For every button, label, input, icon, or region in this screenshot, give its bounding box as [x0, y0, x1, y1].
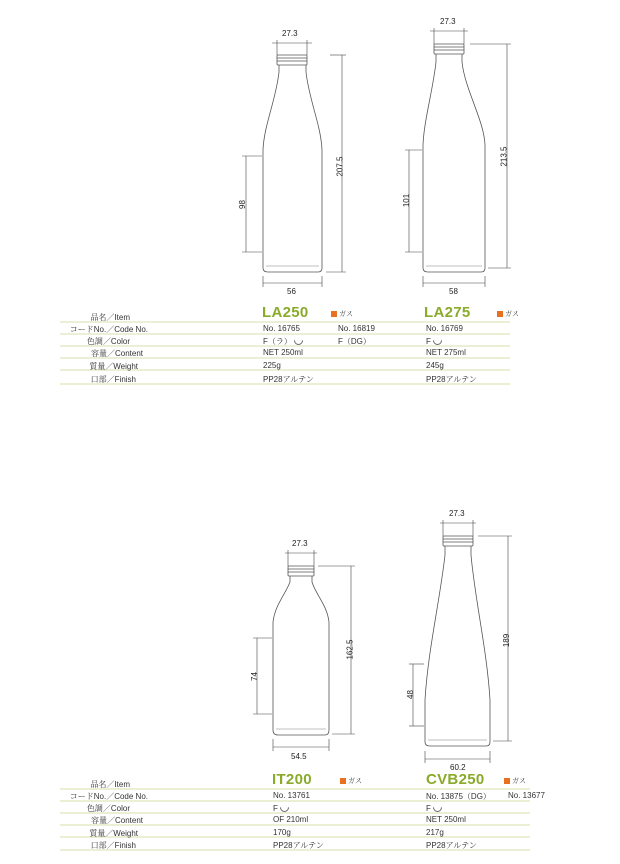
la275-content: NET 275ml — [426, 348, 466, 357]
it200-content: OF 210ml — [273, 815, 309, 824]
la275-weight: 245g — [426, 361, 444, 370]
it200-height-dim: 162.5 — [345, 639, 355, 660]
label-code-2: コードNo.／Code No. — [69, 792, 148, 801]
la275-color-text: F — [426, 337, 431, 346]
gas-marker-icon — [497, 311, 503, 317]
la275-gas-tag — [497, 309, 519, 319]
la275-code: No. 16769 — [426, 324, 463, 333]
la250-top-dim: 27.3 — [282, 29, 298, 38]
la250-weight: 225g — [263, 361, 281, 370]
it200-body-dim: 74 — [249, 672, 259, 681]
cvb250-content: NET 250ml — [426, 815, 466, 824]
cvb250-gas-tag — [504, 776, 526, 786]
gas-marker-icon — [331, 311, 337, 317]
la250-code2: No. 16819 — [338, 324, 375, 333]
la250-tag-text: ガス — [339, 311, 353, 318]
la275-height-dim: 213.5 — [499, 146, 509, 167]
label-item: 品名／Item — [90, 313, 130, 322]
gas-marker-icon — [340, 778, 346, 784]
cvb250-bottom-dim: 60.2 — [450, 763, 466, 772]
la250-height-dim: 207.5 — [335, 156, 345, 177]
it200-top-dim: 27.3 — [292, 539, 308, 548]
la250-bottom-dim: 56 — [287, 287, 296, 296]
cvb250-color — [426, 803, 442, 813]
la250-color-text: F（ラ） — [263, 337, 292, 346]
it200-gas-tag — [340, 776, 362, 786]
la275-body-dim: 101 — [402, 193, 412, 208]
cvb250-height-dim: 189 — [502, 633, 512, 648]
la275-finish: PP28アルテン — [426, 375, 477, 384]
label-finish: 口部／Finish — [90, 375, 136, 384]
cvb250-body-dim: 48 — [405, 690, 415, 699]
la250-content: NET 250ml — [263, 348, 303, 357]
label-color-2: 色調／Color — [86, 804, 130, 813]
label-content-2: 容量／Content — [90, 816, 143, 825]
la250-name: LA250 — [262, 304, 309, 321]
la250-finish: PP28アルテン — [263, 375, 314, 384]
it200-color-text: F — [273, 804, 278, 813]
la275-name: LA275 — [424, 304, 471, 321]
gas-marker-icon — [504, 778, 510, 784]
it200-code: No. 13761 — [273, 791, 310, 800]
cvb250-code2: No. 13677 — [508, 791, 545, 800]
cvb250-weight: 217g — [426, 828, 444, 837]
it200-bottom-dim: 54.5 — [291, 752, 307, 761]
flint-ring-icon — [431, 801, 444, 814]
label-item-2: 品名／Item — [90, 780, 130, 789]
it200-tag-text: ガス — [348, 778, 362, 785]
it200-finish: PP28アルテン — [273, 841, 324, 850]
bottle-la275-outline — [423, 44, 485, 272]
it200-name: IT200 — [272, 771, 312, 788]
label-weight-2: 質量／Weight — [89, 829, 138, 838]
la275-top-dim: 27.3 — [440, 17, 456, 26]
la275-color — [426, 336, 442, 346]
la250-body-dim: 98 — [237, 200, 247, 209]
label-color: 色調／Color — [86, 337, 130, 346]
cvb250-tag-text: ガス — [512, 778, 526, 785]
label-code: コードNo.／Code No. — [69, 325, 148, 334]
la250-color — [263, 336, 303, 347]
label-content: 容量／Content — [90, 349, 143, 358]
cvb250-code: No. 13875（DG） — [426, 792, 491, 801]
label-weight: 質量／Weight — [89, 362, 138, 371]
la275-tag-text: ガス — [505, 311, 519, 318]
cvb250-top-dim: 27.3 — [449, 509, 465, 518]
la250-gas-tag — [331, 309, 353, 319]
la250-code: No. 16765 — [263, 324, 300, 333]
bottle-it200-outline — [273, 566, 329, 735]
label-finish-2: 口部／Finish — [90, 841, 136, 850]
flint-ring-icon — [278, 801, 291, 814]
it200-color — [273, 803, 289, 813]
flint-ring-icon — [431, 334, 444, 347]
bottle-cvb250-outline — [425, 536, 490, 746]
cvb250-finish: PP28アルテン — [426, 841, 477, 850]
bottle-la250-outline — [263, 55, 322, 272]
cvb250-color-text: F — [426, 804, 431, 813]
it200-weight: 170g — [273, 828, 291, 837]
flint-ring-icon — [292, 334, 305, 347]
la250-color2: F（DG） — [338, 337, 371, 346]
cvb250-name: CVB250 — [426, 771, 485, 788]
la275-bottom-dim: 58 — [449, 287, 458, 296]
